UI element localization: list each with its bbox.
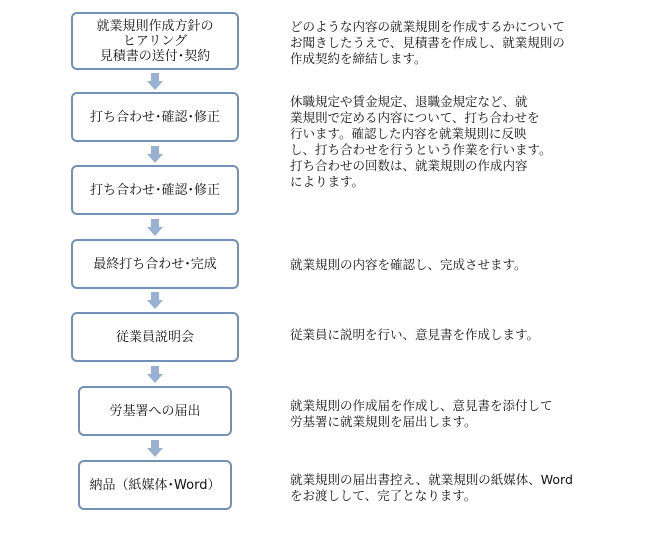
- step-delivery: [78, 460, 232, 510]
- step-labor-office-filing: [78, 386, 232, 436]
- step-meeting-1: [71, 92, 239, 142]
- step-employee-briefing: [71, 312, 239, 362]
- down-arrow-icon: [147, 146, 163, 163]
- step-description-hearing: どのような内容の就業規則を作成するかについて お聞きしたうえで、見積書を作成し、就業規則の 作成契約を締結します。: [290, 19, 565, 66]
- down-arrow-icon: [147, 292, 163, 309]
- step-label: 就業規則作成方針の ヒアリング 見積書の送付･契約: [96, 18, 214, 64]
- step-label: 最終打ち合わせ･完成: [93, 256, 217, 272]
- step-description-briefing: 従業員に説明を行い、意見書を作成します。: [290, 327, 540, 342]
- down-arrow-icon: [147, 219, 163, 236]
- step-final-meeting: [71, 239, 239, 289]
- step-label: 打ち合わせ･確認･修正: [89, 182, 220, 198]
- step-label: 納品（紙媒体･Word）: [89, 477, 221, 493]
- step-description-delivery: 就業規則の届出書控え、就業規則の紙媒体、Word をお渡しして、完了となります。: [290, 472, 573, 503]
- step-label: 従業員説明会: [115, 329, 194, 345]
- step-meeting-2: [71, 165, 239, 215]
- down-arrow-icon: [147, 440, 163, 457]
- down-arrow-icon: [147, 73, 163, 90]
- step-description-meeting: 休職規定や賃金規定、退職金規定など、就 業規則で定める内容について、打ち合わせを 行います。確認した内容を就業規則に反映 し、打ち合わせを行うという作業を行います。 打ち合わせの回数は、就業規則の作成内容 によります。: [290, 94, 552, 189]
- step-label: 打ち合わせ･確認･修正: [89, 109, 220, 125]
- down-arrow-icon: [147, 366, 163, 383]
- step-hearing-estimate-contract: [71, 12, 239, 70]
- step-label: 労基署への届出: [109, 403, 201, 419]
- step-description-filing: 就業規則の作成届を作成し、意見書を添付して 労基署に就業規則を届出します。: [290, 398, 553, 429]
- step-description-final: 就業規則の内容を確認し、完成させます。: [290, 257, 527, 272]
